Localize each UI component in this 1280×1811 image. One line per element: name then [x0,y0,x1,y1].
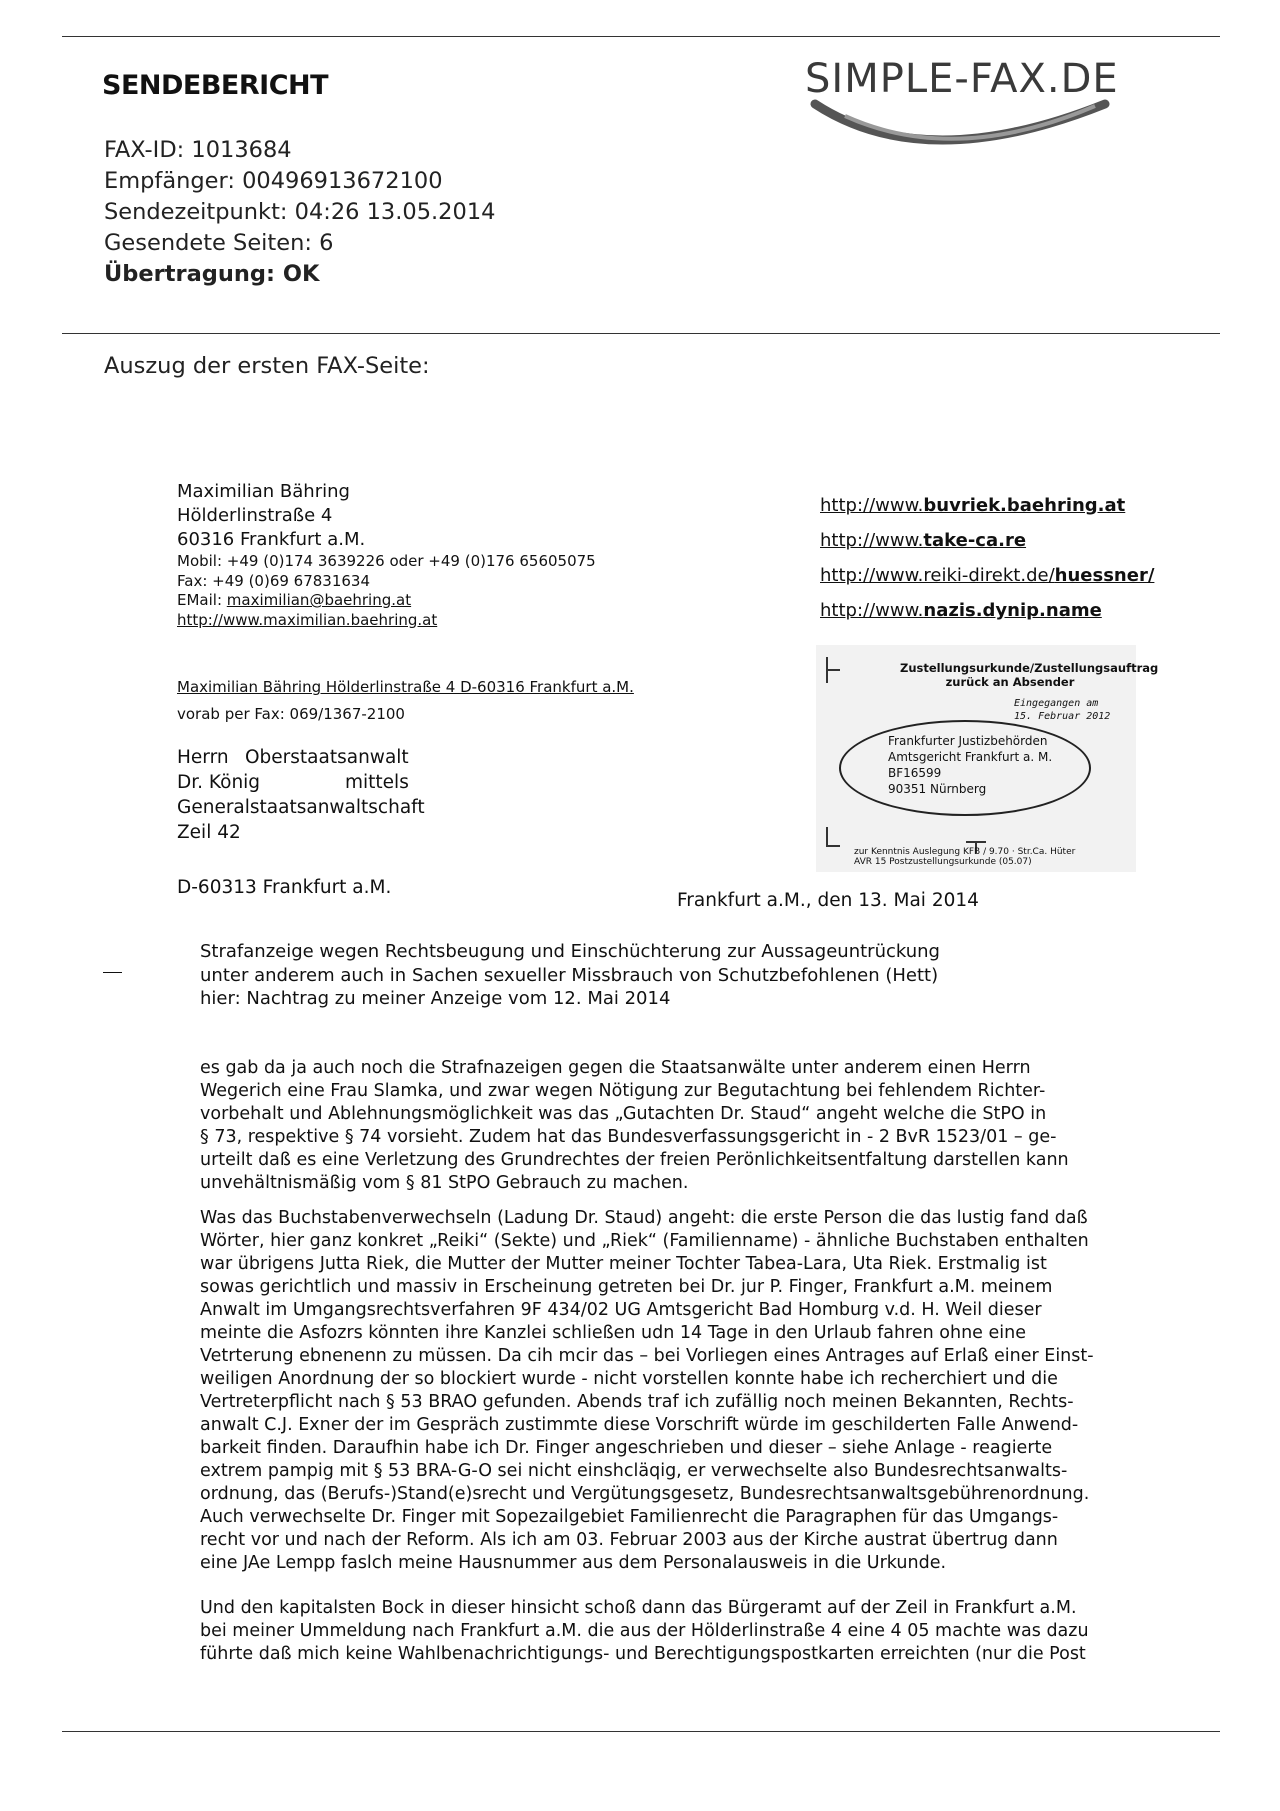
fold-mark [103,972,122,973]
return-address: Maximilian Bähring Hölderlinstraße 4 D-60316 Frankfurt a.M. [177,678,634,696]
bottom-rule [62,1731,1220,1732]
link-nazis-dynip[interactable]: http://www.nazis.dynip.name [820,600,1102,621]
top-rule [62,36,1220,37]
recipient-via: mittels [345,772,409,793]
recipient-city: D-60313 Frankfurt a.M. [177,877,392,898]
letter-body: es gab da ja auch noch die Strafnazeigen gegen die Staatsanwälte unter anderem einen Herrn Wegerich eine Frau Slamka, und zwar wegen Nötigung zur Begutachtung bei fehlendem Richter- vorbehalt und Ablehnungsmöglichkeit was das „Gutachten Dr. Staud“ angeht welche die StPO in § 73, respektive § 74 vorsieht. Zudem hat das Bundesverfassungsgericht in - 2 BvR 1523/01 – ge- urteilt daß es eine Verletzung des Grundrechtes der freien Perönlichkeitsentfaltung darstellen kann unvehältnismäßig vom § 81 StPO Gebrauch zu machen. Was das Buchstabenverwechseln (Ladung Dr. Staud) angeht: die erste Person die das lustig fand daß Wörter, hier ganz konkret „Reiki“ (Sekte) und „Riek“ (Familienname) - ähnliche Buchstaben enthalten war übrigens Jutta Riek, die Mutter der Mutter meiner Tochter Tabea-Lara, Uta Riek. Erstmalig ist sowas gerichtlich und massiv in Erscheinung getreten bei Dr. jur P. Finger, Frankfurt a.M. meinem Anwalt im Umgangsrechtsverfahren 9F 434/02 UG Amtsgericht Bad Homburg v.d. H. Weil dieser meinte die Asfozrs könnten ihre Kanzlei schließen udn 14 Tage in den Urlaub fahren ohne eine Vetrterung ebnenenn zu müssen. Da cih mcir das – bei Vorliegen eines Antrages auf Erlaß einer Einst- weiligen Anordnung der so blockiert wurde - nicht vorstellen konnte habe ich recherchiert und die Vertreterpflicht nach § 53 BRAO gefunden. Abends traf ich zufällig noch meinen Bekannten, Rechts- anwalt C.J. Exner der im Gespräch zustimmte diese Vorschrift würde im geschilderten Falle Anwend- barkeit finden. Daraufhin habe ich Dr. Finger angeschrieben und dieser – siehe Anlage - reagierte extrem pampig mit § 53 BRA-G-O sei nicht einshcläqig, er verwechselte also Bundesrechtsanwalts- ordnung, das (Berufs-)Stand(e)srecht und Vergütungsgesetz, Bundesrechtsanwaltsgebührenordnung. Auch verwechselte Dr. Finger mit Sopezailgebiet Familienrecht die Paragraphen für das Umgangs- recht vor und nach der Reform. Als ich am 03. Februar 2003 aus der Kirche austrat übertrug dann eine JAe Lempp faslch meine Hausnummer aus dem Personalausweis in die Urkunde. Und den kapitalsten Bock in dieser hinsicht schoß dann das Bürgeramt auf der Zeil in Frankfurt a.M. bei meiner Ummeldung nach Frankfurt a.M. die aus der Hölderlinstraße 4 eine 4 05 machte was dazu führte daß mich keine Wahlbenachrichtigungs- und Berechtigungspostkarten erreichten (nur die Post [200,1058,1094,1664]
recipient-office: Generalstaatsanwaltschaft [177,797,425,818]
sender-email-link[interactable]: maximilian@baehring.at [226,591,412,609]
link-take-ca[interactable]: http://www.take-ca.re [820,530,1027,551]
sender-mobile: Mobil: +49 (0)174 3639226 oder +49 (0)176 65605075 [177,552,596,570]
send-time: Sendezeitpunkt: 04:26 13.05.2014 [104,199,496,225]
recipient-title: Oberstaatsanwalt [245,747,409,768]
report-title: SENDEBERICHT [102,70,329,101]
sender-street: Hölderlinstraße 4 [177,505,333,526]
fax-id: FAX-ID: 1013684 [104,137,292,163]
report-meta [104,135,495,290]
stamp-title: Zustellungsurkunde/Zustellungsauftrag zurück an Absender [900,661,1159,689]
letter-date: Frankfurt a.M., den 13. Mai 2014 [677,890,979,911]
stamp-address: Frankfurter Justizbehörden Amtsgericht Frankfurt a. M. BF16599 90351 Nürnberg [888,734,1053,796]
sender-fax: Fax: +49 (0)69 67831634 [177,571,371,590]
excerpt-label: Auszug der ersten FAX-Seite: [104,353,430,379]
simple-fax-logo [805,56,1210,146]
recipient-street: Zeil 42 [177,822,241,843]
corner-mark-icon [826,845,840,847]
sender-city: 60316 Frankfurt a.M. [177,529,366,550]
delivery-certificate-stamp [816,645,1159,872]
letter-subject: Strafanzeige wegen Rechtsbeugung und Einschüchterung zur Aussageuntrückung unter anderem auch in Sachen sexueller Missbrauch von Schutzbefohlenen (Hett) hier: Nachtrag zu meiner Anzeige vom 12. Mai 2014 [200,941,940,1009]
sender-name: Maximilian Bähring [177,481,350,502]
middle-rule [62,333,1220,334]
recipient-name: Dr. König [177,772,261,793]
link-list [820,488,1154,628]
sender-web-link[interactable]: http://www.maximilian.baehring.at [177,610,438,629]
link-reiki-direkt[interactable]: http://www.reiki-direkt.de/huessner/ [820,565,1155,586]
prefax-number: vorab per Fax: 069/1367-2100 [177,705,405,723]
recipient-number: Empfänger: 00496913672100 [104,168,443,194]
sent-pages: Gesendete Seiten: 6 [104,230,334,256]
link-buvriek[interactable]: http://www.buvriek.baehring.at [820,495,1126,516]
stamp-footer: zur Kenntnis Auslegung KFB / 9.70 · Str.Ca. Hüter AVR 15 Postzustellungsurkunde (05.07) [854,847,1076,867]
sender-email-label: EMail: [177,591,227,609]
corner-mark-icon [826,827,828,847]
recipient-salutation: Herrn [177,747,229,768]
corner-mark-icon [826,669,840,671]
logo-text: SIMPLE-FAX.DE [805,56,1119,102]
recipient-block [177,745,425,845]
sender-block [177,480,596,630]
sender-email-row [177,591,596,611]
stamp-received: Eingegangen am 15. Februar 2012 [1014,698,1111,722]
transmission-status: Übertragung: OK [104,261,320,287]
